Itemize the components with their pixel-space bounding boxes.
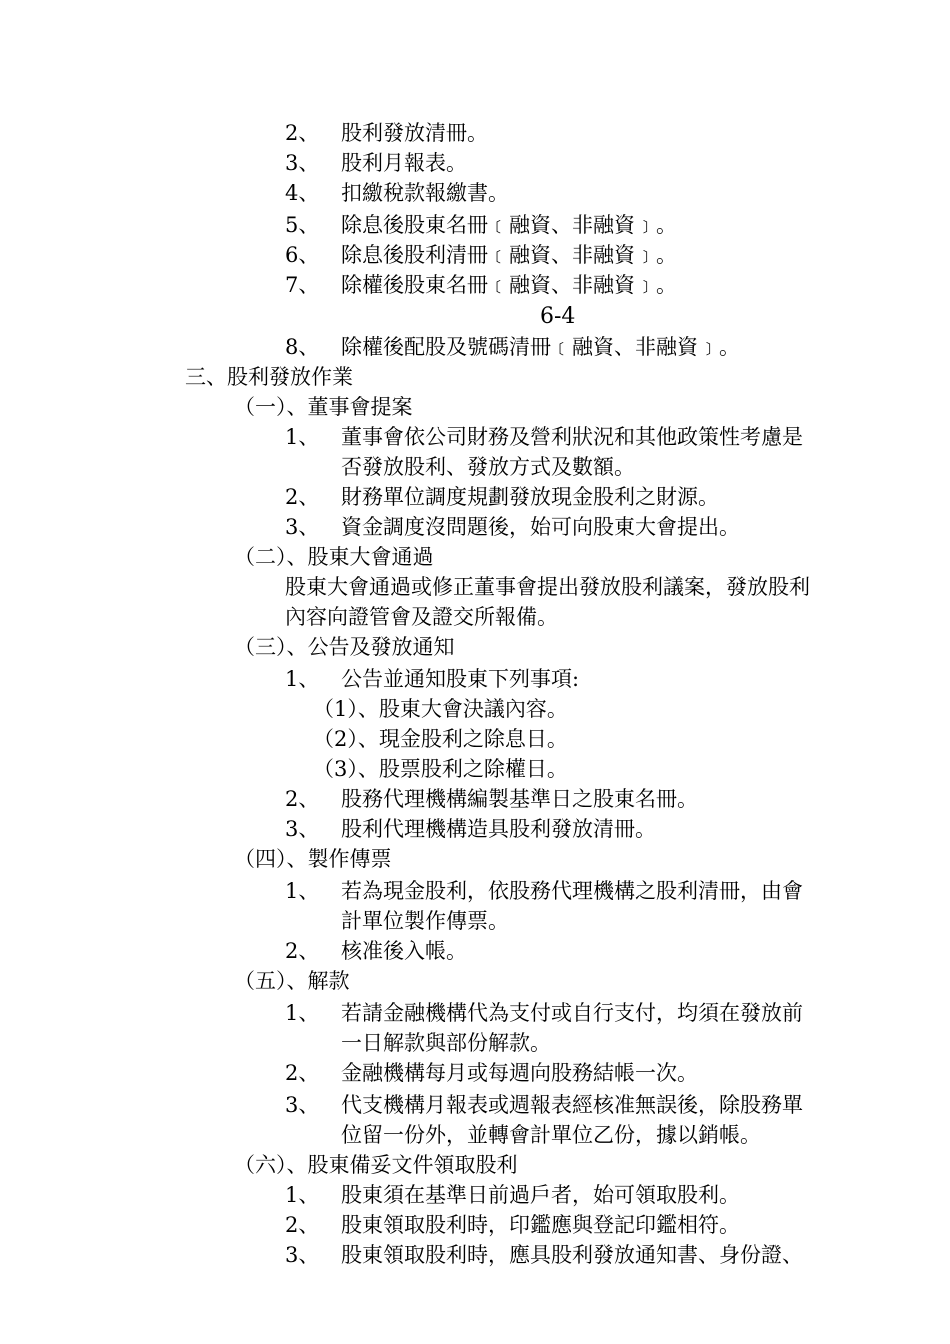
item-number: 3、 bbox=[285, 817, 320, 841]
subsection-heading: （四）、製作傳票 bbox=[234, 847, 392, 871]
item-text: 金融機構每月或每週向股務結帳一次。 bbox=[341, 1061, 698, 1085]
item-text: 股東領取股利時，印鑑應與登記印鑑相符。 bbox=[341, 1213, 740, 1237]
item-text: 股東須在基準日前過戶者，始可領取股利。 bbox=[341, 1183, 740, 1207]
item-text: 除息後股東名冊﹝融資、非融資﹞。 bbox=[341, 213, 677, 237]
item-number: 3、 bbox=[285, 515, 320, 539]
item-text-continued: 位留一份外，並轉會計單位乙份，據以銷帳。 bbox=[341, 1123, 761, 1147]
item-number: 2、 bbox=[285, 939, 320, 963]
item-text: 股利發放清冊。 bbox=[341, 121, 488, 145]
item-number: 1、 bbox=[285, 1001, 320, 1025]
item-text: 除息後股利清冊﹝融資、非融資﹞。 bbox=[341, 243, 677, 267]
item-number: 1、 bbox=[285, 879, 320, 903]
item-text: 若為現金股利，依股務代理機構之股利清冊，由會 bbox=[341, 879, 803, 903]
item-number: 2、 bbox=[285, 1213, 320, 1237]
item-text-continued: 計單位製作傳票。 bbox=[341, 909, 509, 933]
item-number: 3、 bbox=[285, 1243, 320, 1267]
item-number: 1、 bbox=[285, 667, 320, 691]
item-number: 1、 bbox=[285, 1183, 320, 1207]
item-text: 財務單位調度規劃發放現金股利之財源。 bbox=[341, 485, 719, 509]
item-text: 股利代理機構造具股利發放清冊。 bbox=[341, 817, 656, 841]
item-text: 董事會依公司財務及營利狀況和其他政策性考慮是 bbox=[341, 425, 803, 449]
item-text: 資金調度沒問題後，始可向股東大會提出。 bbox=[341, 515, 740, 539]
item-number: 2、 bbox=[285, 485, 320, 509]
subsection-heading: （五）、解款 bbox=[234, 969, 350, 993]
sub-list-item: （1）、股東大會決議內容。 bbox=[313, 697, 568, 721]
item-number: 4、 bbox=[285, 181, 320, 205]
item-number: 1、 bbox=[285, 425, 320, 449]
item-number: 5、 bbox=[285, 213, 320, 237]
subsection-heading: （二）、股東大會通過 bbox=[234, 545, 434, 569]
item-text-continued: 一日解款與部份解款。 bbox=[341, 1031, 551, 1055]
paragraph-line: 內容向證管會及證交所報備。 bbox=[285, 605, 558, 629]
subsection-heading: （三）、公告及發放通知 bbox=[234, 635, 455, 659]
item-text: 股利月報表。 bbox=[341, 151, 467, 175]
item-number: 6、 bbox=[285, 243, 320, 267]
item-number: 3、 bbox=[285, 1093, 320, 1117]
item-text: 核准後入帳。 bbox=[341, 939, 467, 963]
item-number: 3、 bbox=[285, 151, 320, 175]
item-text: 股東領取股利時，應具股利發放通知書、身份證、 bbox=[341, 1243, 803, 1267]
item-text: 除權後配股及號碼清冊﹝融資、非融資﹞。 bbox=[341, 335, 740, 359]
item-number: 2、 bbox=[285, 121, 320, 145]
item-text: 代支機構月報表或週報表經核准無誤後，除股務單 bbox=[341, 1093, 803, 1117]
sub-list-item: （3）、股票股利之除權日。 bbox=[313, 757, 568, 781]
section-heading: 三、股利發放作業 bbox=[185, 365, 353, 389]
subsection-heading: （一）、董事會提案 bbox=[234, 395, 413, 419]
item-number: 2、 bbox=[285, 1061, 320, 1085]
item-number: 8、 bbox=[285, 335, 320, 359]
item-text: 若請金融機構代為支付或自行支付，均須在發放前 bbox=[341, 1001, 803, 1025]
sub-list-item: （2）、現金股利之除息日。 bbox=[313, 727, 568, 751]
item-text: 扣繳稅款報繳書。 bbox=[341, 181, 509, 205]
item-number: 2、 bbox=[285, 787, 320, 811]
page-number: 6-4 bbox=[540, 304, 576, 329]
item-text: 股務代理機構編製基準日之股東名冊。 bbox=[341, 787, 698, 811]
item-text: 公告並通知股東下列事項: bbox=[341, 667, 580, 691]
subsection-heading: （六）、股東備妥文件領取股利 bbox=[234, 1153, 518, 1177]
item-number: 7、 bbox=[285, 273, 320, 297]
paragraph-line: 股東大會通過或修正董事會提出發放股利議案，發放股利 bbox=[285, 575, 810, 599]
item-text: 除權後股東名冊﹝融資、非融資﹞。 bbox=[341, 273, 677, 297]
item-text-continued: 否發放股利、發放方式及數額。 bbox=[341, 455, 635, 479]
